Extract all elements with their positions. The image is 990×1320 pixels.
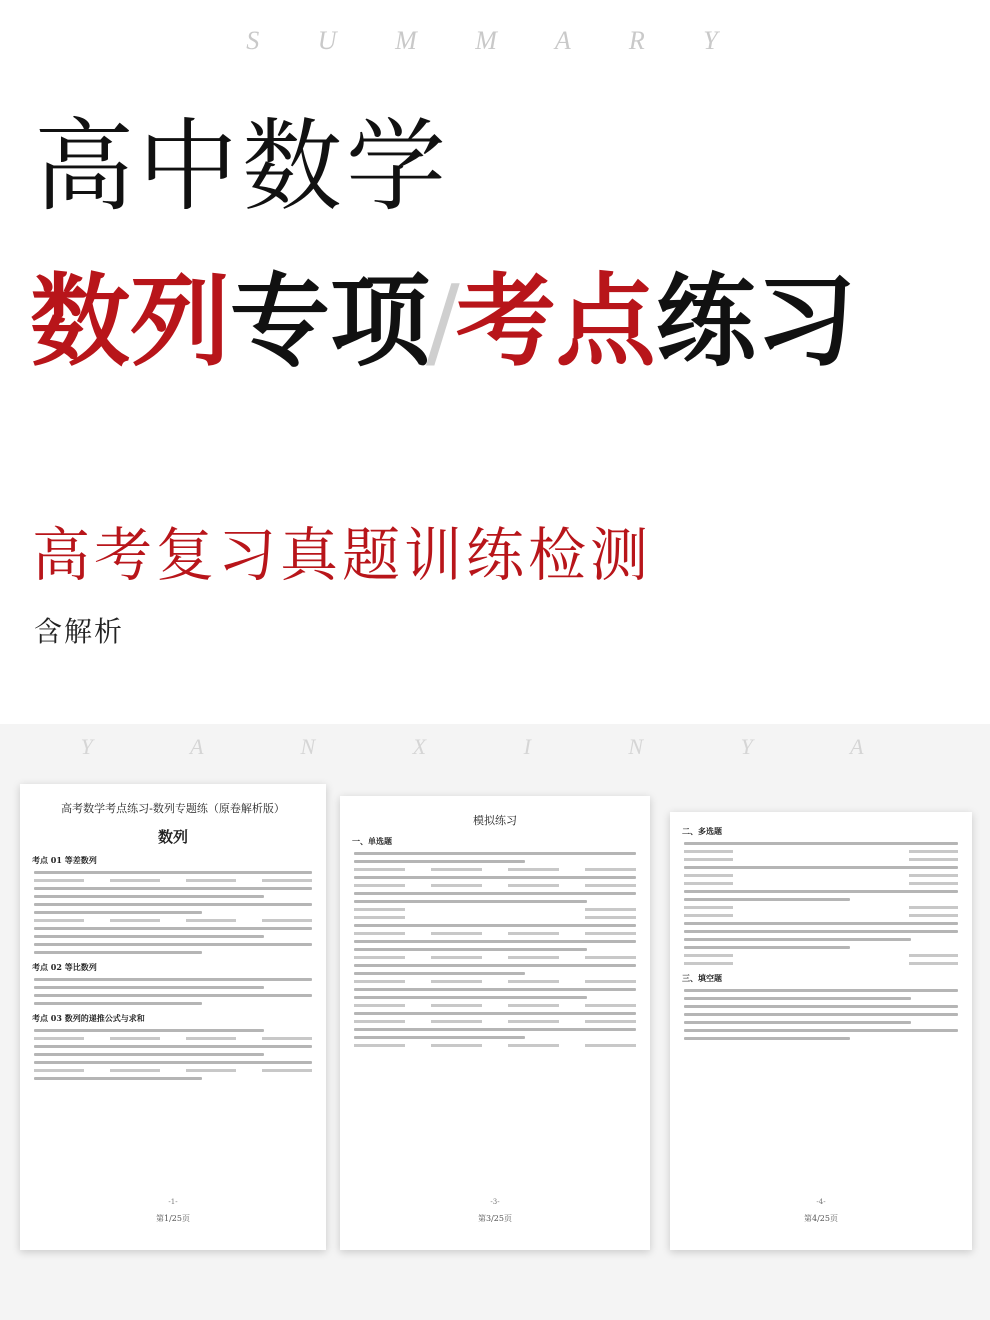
main-title: 高中数学 (34, 108, 450, 225)
page-3-section-2: 三、填空题 (682, 973, 722, 983)
page-1-section-1: 考点 01 等差数列 (32, 855, 97, 865)
page-3-number: -4- (816, 1198, 826, 1206)
note-with-solutions: 含解析 (34, 615, 125, 648)
page-3-footer: 第4/25页 (804, 1214, 838, 1223)
tagline: 高考复习真题训练检测 (32, 521, 653, 589)
subtitle-part1: 数列 (30, 263, 230, 380)
page-2-footer: 第3/25页 (478, 1214, 512, 1223)
watermark-band: Y A N X I N Y A (80, 734, 910, 759)
page-2-title: 模拟练习 (473, 814, 517, 827)
page-1-footer: 第1/25页 (156, 1214, 190, 1223)
page-1-header: 数列 (157, 828, 188, 846)
preview-page-3[interactable] (670, 812, 972, 1250)
subtitle-part4: 练习 (655, 263, 856, 380)
page-2-section-1: 一、单选题 (352, 836, 392, 846)
subtitle (30, 262, 856, 382)
page-1-title: 高考数学考点练习-数列专题练（原卷解析版） (61, 802, 285, 815)
page-1-number: -1- (168, 1198, 178, 1206)
page-2-number: -3- (490, 1198, 500, 1206)
preview-page-2[interactable] (340, 796, 650, 1250)
subtitle-slash: / (426, 263, 460, 380)
subtitle-part2: 专项 (230, 263, 430, 380)
preview-page-1[interactable] (20, 784, 326, 1250)
page-1-section-2: 考点 02 等比数列 (32, 962, 97, 972)
page-3-section-1: 二、多选题 (682, 826, 722, 836)
summary-header: S U M M A R Y (246, 26, 744, 55)
page-1-section-3: 考点 03 数列的递推公式与求和 (32, 1013, 145, 1023)
subtitle-part3: 考点 (455, 263, 656, 380)
